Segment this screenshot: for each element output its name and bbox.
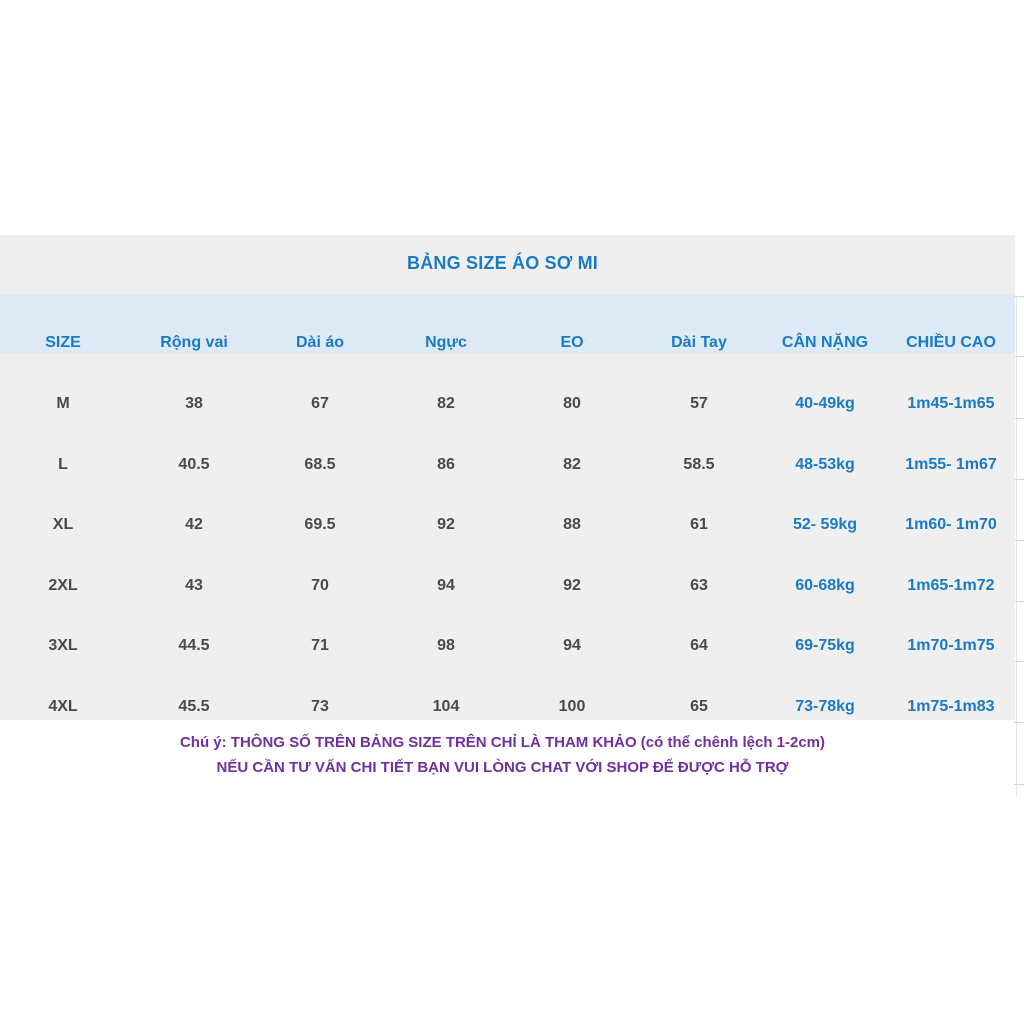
note-line-1: Chú ý: THÔNG SỐ TRÊN BẢNG SIZE TRÊN CHỈ LÀ THAM KHẢO (có thể chênh lệch 1-2cm) — [179, 734, 826, 751]
table-cell-dai-tay: 57 — [690, 395, 708, 412]
table-cell-chieu-cao: 1m65-1m72 — [907, 577, 995, 594]
grid-line — [1014, 661, 1024, 662]
table-cell-rong-vai: 38 — [185, 395, 203, 412]
column-header-rong-vai: Rộng vai — [160, 334, 228, 351]
grid-line — [1014, 479, 1024, 480]
column-header-dai-tay: Dài Tay — [671, 334, 727, 351]
table-cell-nguc: 92 — [437, 516, 455, 533]
table-cell-can-nang: 69-75kg — [795, 637, 855, 654]
table-cell-can-nang: 40-49kg — [795, 395, 855, 412]
table-cell-dai-tay: 58.5 — [683, 456, 715, 473]
table-cell-dai-ao: 70 — [311, 577, 329, 594]
grid-line — [1014, 784, 1024, 785]
table-cell-chieu-cao: 1m55- 1m67 — [905, 456, 997, 473]
size-label-cell: 4XL — [48, 698, 78, 715]
table-cell-dai-ao: 68.5 — [304, 456, 336, 473]
table-cell-nguc: 98 — [437, 637, 455, 654]
size-label-cell: 3XL — [48, 637, 78, 654]
column-header-eo: EO — [560, 334, 584, 351]
size-label-cell: XL — [52, 516, 74, 533]
size-label-cell: L — [58, 456, 68, 473]
table-cell-nguc: 94 — [437, 577, 455, 594]
table-cell-chieu-cao: 1m45-1m65 — [907, 395, 995, 412]
table-cell-eo: 92 — [563, 577, 581, 594]
table-cell-dai-ao: 67 — [311, 395, 329, 412]
table-cell-dai-ao: 71 — [311, 637, 329, 654]
table-cell-eo: 80 — [563, 395, 581, 412]
note-line-2: NẾU CẦN TƯ VẤN CHI TIẾT BẠN VUI LÒNG CHAT VỚI SHOP ĐỂ ĐƯỢC HỖ TRỢ — [216, 759, 789, 776]
size-table — [0, 235, 1015, 720]
grid-line — [1014, 722, 1024, 723]
table-cell-nguc: 86 — [437, 456, 455, 473]
table-cell-eo: 88 — [563, 516, 581, 533]
table-cell-can-nang: 60-68kg — [795, 577, 855, 594]
table-cell-eo: 82 — [563, 456, 581, 473]
table-cell-dai-tay: 61 — [690, 516, 708, 533]
column-header-chieu-cao: CHIỀU CAO — [906, 334, 996, 351]
table-title: BẢNG SIZE ÁO SƠ MI — [407, 253, 598, 273]
table-cell-nguc: 82 — [437, 395, 455, 412]
table-cell-dai-tay: 63 — [690, 577, 708, 594]
table-cell-eo: 100 — [558, 698, 586, 715]
grid-line — [1014, 601, 1024, 602]
spreadsheet-grid-fragment — [1014, 296, 1024, 796]
table-cell-chieu-cao: 1m75-1m83 — [907, 698, 995, 715]
table-cell-nguc: 104 — [432, 698, 460, 715]
grid-line — [1016, 296, 1017, 796]
table-cell-can-nang: 73-78kg — [795, 698, 855, 715]
table-cell-dai-tay: 64 — [690, 637, 708, 654]
size-label-cell: 2XL — [48, 577, 78, 594]
table-cell-can-nang: 48-53kg — [795, 456, 855, 473]
table-cell-eo: 94 — [563, 637, 581, 654]
grid-line — [1014, 296, 1024, 297]
table-cell-dai-tay: 65 — [690, 698, 708, 715]
grid-line — [1014, 540, 1024, 541]
table-cell-dai-ao: 69.5 — [304, 516, 336, 533]
column-header-can-nang: CÂN NẶNG — [781, 334, 869, 351]
table-cell-chieu-cao: 1m60- 1m70 — [905, 516, 997, 533]
title-band — [0, 235, 1015, 294]
column-header-size: SIZE — [45, 334, 81, 351]
table-cell-rong-vai: 45.5 — [178, 698, 210, 715]
size-label-cell: M — [56, 395, 70, 412]
grid-line — [1014, 418, 1024, 419]
table-cell-rong-vai: 40.5 — [178, 456, 210, 473]
table-cell-rong-vai: 44.5 — [178, 637, 210, 654]
column-header-nguc: Ngực — [425, 334, 467, 351]
table-cell-chieu-cao: 1m70-1m75 — [907, 637, 995, 654]
column-header-dai-ao: Dài áo — [295, 334, 344, 351]
table-cell-rong-vai: 42 — [185, 516, 203, 533]
grid-line — [1014, 356, 1024, 357]
table-cell-can-nang: 52- 59kg — [792, 516, 858, 533]
table-cell-dai-ao: 73 — [311, 698, 329, 715]
table-cell-rong-vai: 43 — [185, 577, 203, 594]
